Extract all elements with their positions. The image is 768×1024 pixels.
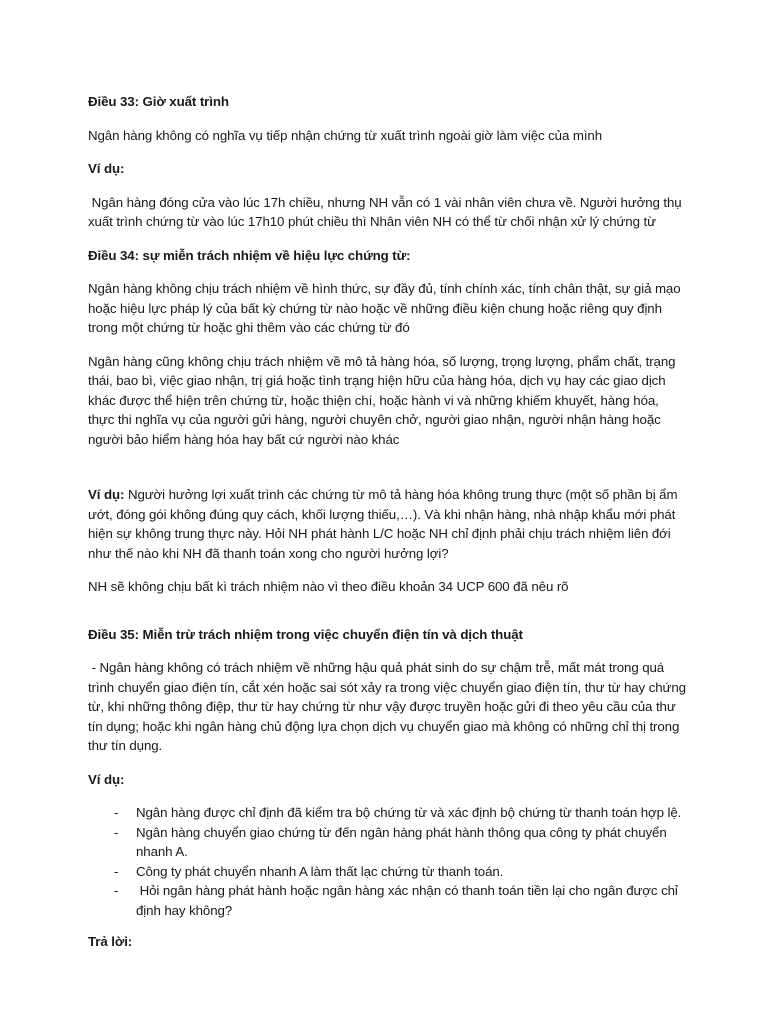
- list-item: [88, 823, 688, 862]
- list-item: [88, 862, 688, 882]
- article-34-example-label: Ví dụ:: [88, 487, 125, 502]
- article-33-example-label: Ví dụ:: [88, 161, 125, 176]
- article-35-heading: Điều 35: Miễn trừ trách nhiệm trong việc chuyển điện tín và dịch thuật: [88, 626, 523, 642]
- list-item-text: Ngân hàng chuyển giao chứng từ đến ngân hàng phát hành thông qua công ty phát chuyển nhanh A.: [136, 824, 667, 859]
- dash-marker: -: [114, 863, 119, 879]
- answer-label: Trả lời:: [88, 934, 133, 949]
- article-34-answer: NH sẽ không chịu bất kì trách nhiệm nào vì theo điều khoản 34 UCP 600 đã nêu rõ: [88, 579, 569, 594]
- list-item-text: Công ty phát chuyển nhanh A làm thất lạc chứng từ thanh toán.: [136, 863, 504, 879]
- document-page: [88, 92, 688, 966]
- article-34-paragraph-2: Ngân hàng cũng không chịu trách nhiệm về mô tả hàng hóa, số lượng, trọng lượng, phẩm chất, trạng thái, bao bì, việc giao nhận, trị giá hoặc tình trạng hiện hữu của hàng hóa, dịch vụ hay các giao dịch khác được thể hiện trên chứng từ, hoặc thiện chí, hoặc hành vi và những khiếm khuyết, hàng hóa, thực thi nghĩa vụ của người gửi hàng, người chuyên chở, người giao nhận, người nhận hàng hoặc người bảo hiểm hàng hóa hay bất cứ người nào khác: [88, 353, 676, 447]
- article-33-heading: Điều 33: Giờ xuất trình: [88, 94, 229, 109]
- article-34-example: [88, 485, 688, 563]
- article-34-paragraph-1: Ngân hàng không chịu trách nhiệm về hình thức, sự đầy đủ, tính chính xác, tính chân thật, sự giả mạo hoặc hiệu lực pháp lý của bất kỳ chứng từ nào hoặc về những điều kiện chung hoặc riêng quy định trong một chứng từ hoặc ghi thêm vào các chứng từ đó: [88, 281, 681, 335]
- dash-marker: -: [114, 883, 119, 898]
- article-34-heading: Điều 34: sự miễn trách nhiệm về hiệu lực chứng từ:: [88, 247, 411, 263]
- article-35-example-label: Ví dụ:: [88, 771, 125, 787]
- article-33-body: Ngân hàng không có nghĩa vụ tiếp nhận chứng từ xuất trình ngoài giờ làm việc của mình: [88, 127, 603, 143]
- dash-marker: -: [114, 805, 119, 820]
- article-34-example-text: Người hưởng lợi xuất trình các chứng từ mô tả hàng hóa không trung thực (một số phần bị ẩm ướt, đóng gói không đúng quy cách, khối lượng thiếu,…). Và khi nhận hàng, nhà nhập khẩu mới phát hiện sự không trung thực này. Hỏi NH phát hành L/C hoặc NH chỉ định phải chịu trách nhiệm liên đới như thế nào khi NH đã thanh toán xong cho người hưởng lợi?: [88, 487, 682, 561]
- article-33-example-text: Ngân hàng đóng cửa vào lúc 17h chiều, nhưng NH vẫn có 1 vài nhân viên chưa về. Người hưởng thụ xuất trình chứng từ vào lúc 17h10 phút chiều thì Nhân viên NH có thể từ chối nhận xử lý chứng từ: [88, 194, 686, 229]
- article-35-bullet-list: [88, 803, 688, 920]
- dash-marker: -: [114, 824, 119, 840]
- list-item-text: Hỏi ngân hàng phát hành hoặc ngân hàng xác nhận có thanh toán tiền lại cho ngân được chỉ định hay không?: [136, 883, 682, 918]
- list-item: [88, 881, 688, 920]
- article-35-body: - Ngân hàng không có trách nhiệm về những hậu quả phát sinh do sự chậm trễ, mất mát trong quá trình chuyển giao điện tín, cắt xén hoặc sai sót xảy ra trong việc chuyển giao điện tín, thư từ hay chứng từ, khi những thông điệp, thư từ hay chứng từ như vậy được truyền hoặc gửi đi theo yêu cầu của thư tín dụng; hoặc khi ngân hàng chủ động lựa chọn dịch vụ chuyển giao mà không có những chỉ thị trong thư tín dụng.: [88, 660, 690, 753]
- list-item: [88, 803, 688, 823]
- list-item-text: Ngân hàng được chỉ định đã kiểm tra bộ chứng từ và xác định bộ chứng từ thanh toán hợp lệ.: [136, 805, 682, 820]
